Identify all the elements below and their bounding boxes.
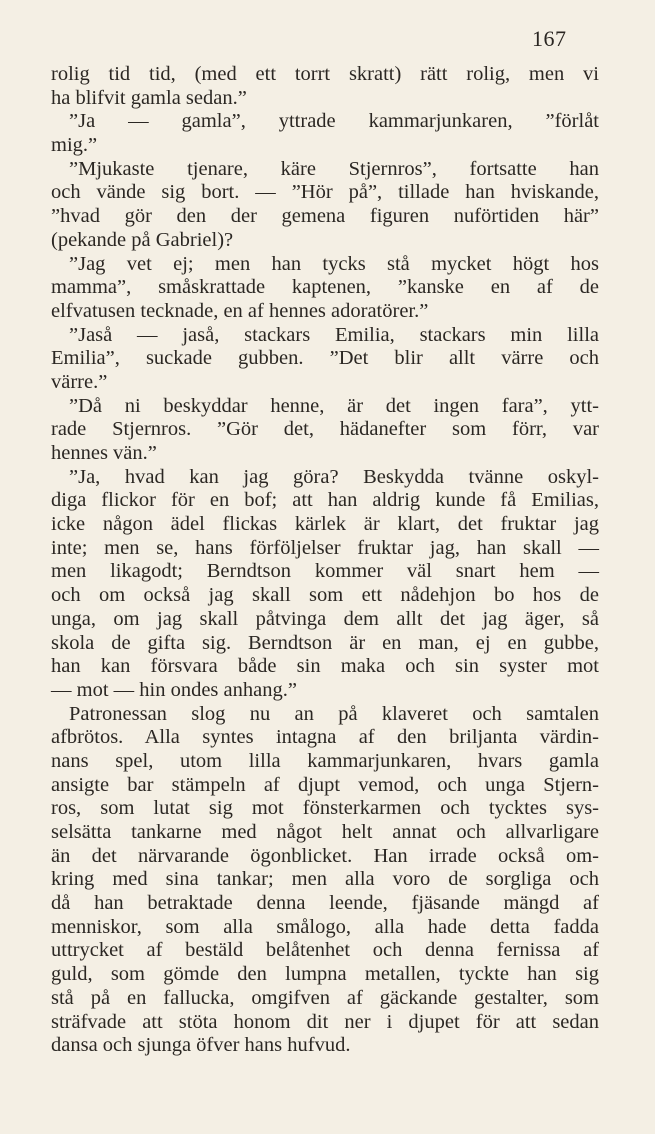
text-line: (pekande på Gabriel)? <box>51 228 234 251</box>
text-line: ”Jag vet ej; men han tycks stå mycket högt hos <box>69 252 599 275</box>
text-line: ansigte bar stämpeln af djupt vemod, och unga Stjern- <box>51 773 599 796</box>
text-line: afbrötos. Alla syntes intagna af den briljanta värdin- <box>51 726 599 749</box>
text-line: ros, som lutat sig mot fönsterkarmen och tycktes sys- <box>51 797 599 820</box>
text-line: elfvatusen tecknade, en af hennes adoratörer.” <box>51 299 429 322</box>
text-line: rolig tid tid, (med ett torrt skratt) rätt rolig, men vi <box>51 63 599 85</box>
text-line: diga flickor för en bof; att han aldrig kunde få Emilias, <box>51 489 599 512</box>
text-line: inte; men se, hans förföljelser fruktar jag, han skall — <box>51 536 599 559</box>
text-line: han kan försvara både sin maka och sin syster mot <box>51 655 599 678</box>
text-line: än det närvarande ögonblicket. Han irrade också om- <box>51 844 599 867</box>
text-line: hennes vän.” <box>51 442 157 464</box>
text-line: värre.” <box>51 370 108 393</box>
text-line: skola de gifta sig. Berndtson är en man, ej en gubbe, <box>51 631 599 654</box>
page-number: 167 <box>532 26 567 51</box>
text-line: ”hvad gör den der gemena figuren nuförtiden här” <box>51 205 599 228</box>
text-line: sträfvade att stöta honom dit ner i djupet för att sedan <box>51 1010 599 1033</box>
text-line: kring med sina tankar; men alla voro de sorgliga och <box>51 868 599 891</box>
text-line: unga, om jag skall påtvinga dem allt det jag äger, så <box>51 607 599 630</box>
text-line: dansa och sjunga öfver hans hufvud. <box>51 1034 351 1057</box>
text-line: uttrycket af bestäld belåtenhet och denna fernissa af <box>51 939 599 962</box>
text-line: och vände sig bort. — ”Hör på”, tillade han hviskande, <box>51 181 599 204</box>
text-line: Patronessan slog nu an på klaveret och samtalen <box>69 702 599 725</box>
text-line: ”Mjukaste tjenare, käre Stjernros”, fortsatte han <box>69 157 599 180</box>
text-line: ”Ja, hvad kan jag göra? Beskydda tvänne oskyl- <box>69 465 599 488</box>
body-text <box>51 63 599 1058</box>
text-line: ”Jaså — jaså, stackars Emilia, stackars min lilla <box>69 323 599 346</box>
text-line: nans spel, utom lilla kammarjunkaren, hvars gamla <box>51 749 599 772</box>
text-line: och om också jag skall som ett nådehjon bo hos de <box>51 584 599 607</box>
text-line: stå på en fallucka, omgifven af gäckande gestalter, som <box>51 986 599 1009</box>
text-line: menniskor, som alla smålogo, alla hade detta fadda <box>51 915 599 938</box>
text-line: men likagodt; Berndtson kommer väl snart hem — <box>51 560 599 583</box>
text-line: ha blifvit gamla sedan.” <box>51 86 247 109</box>
text-line: — mot — hin ondes anhang.” <box>51 678 297 701</box>
text-line: mig.” <box>51 134 98 157</box>
text-line: icke någon ädel flickas kärlek är klart, det fruktar jag <box>51 513 599 536</box>
text-line: ”Då ni beskyddar henne, är det ingen fara”, ytt- <box>69 394 599 417</box>
text-line: ”Ja — gamla”, yttrade kammarjunkaren, ”förlåt <box>69 110 599 133</box>
text-line: guld, som gömde den lumpna metallen, tyckte han sig <box>51 963 599 986</box>
text-line: Emilia”, suckade gubben. ”Det blir allt värre och <box>51 347 599 370</box>
text-line: selsätta tankarne med något helt annat och allvarligare <box>51 821 599 843</box>
text-line: rade Stjernros. ”Gör det, hädanefter som förr, var <box>51 418 599 441</box>
text-line: mamma”, småskrattade kaptenen, ”kanske en af de <box>51 276 599 299</box>
text-line: då han betraktade denna leende, fjäsande mängd af <box>51 892 599 915</box>
